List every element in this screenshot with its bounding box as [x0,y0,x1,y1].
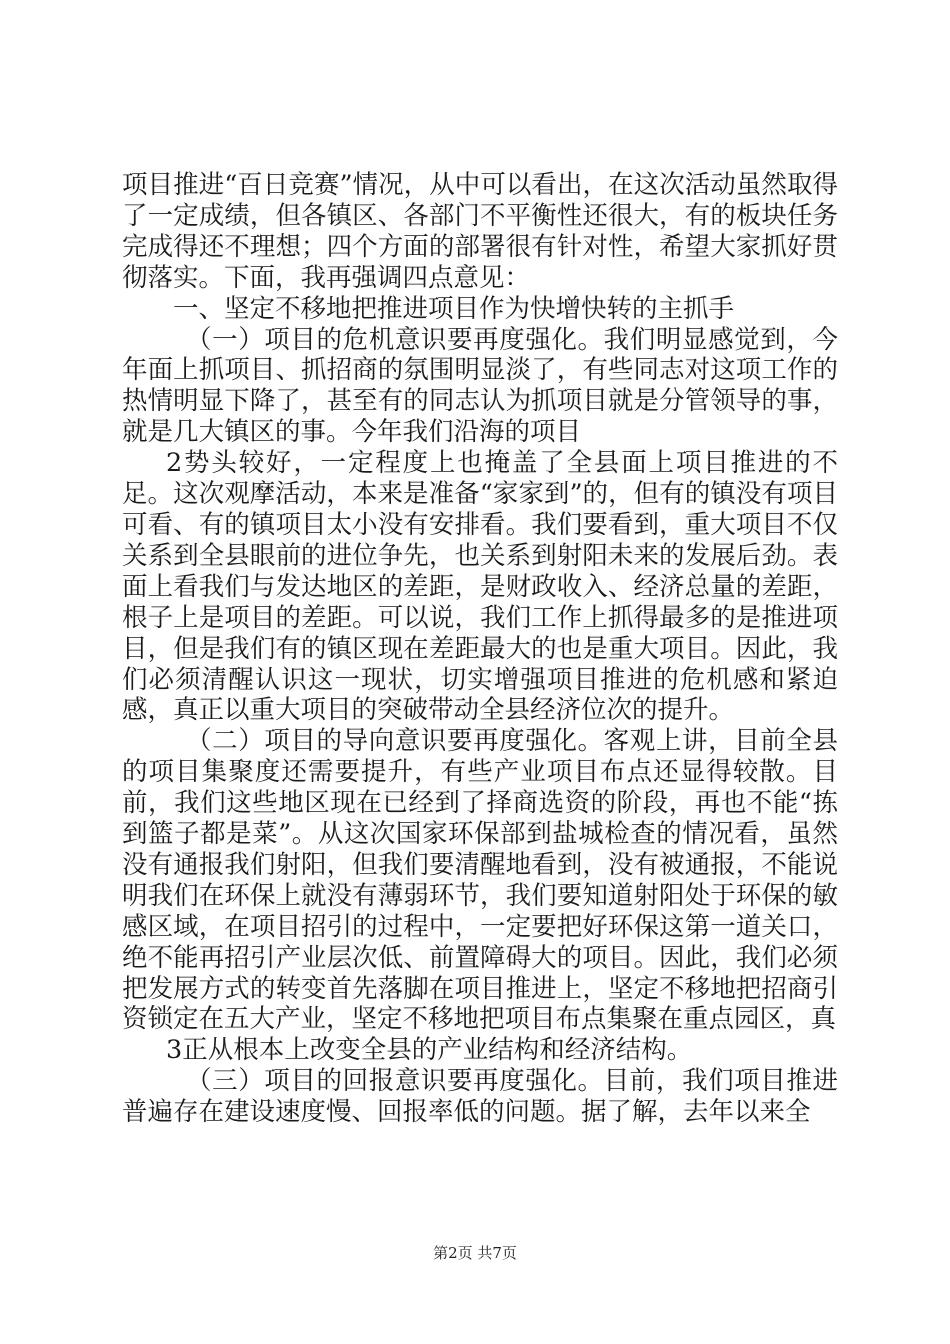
body-text [122,170,838,1128]
section-heading-1: 一、坚定不移地把推进项目作为快增快转的主抓手 [173,293,735,324]
paragraph-item-2: （二）项目的导向意识要再度强化。客观上讲，目前全县的项目集聚度还需要提升，有些产业项目布点还显得较散。目前，我们这些地区现在已经到了择商选资的阶段，再也不能“拣到篮子都是菜”。从这次国家环保部到盐城检查的情况看，虽然没有通报我们射阳，但我们要清醒地看到，没有被通报，不能说明我们在环保上就没有薄弱环节，我们要知道射阳处于环保的敏感区域，在项目招引的过程中，一定要把好环保这第一道关口，绝不能再招引产业层次低、前置障碍大的项目。因此，我们必须把发展方式的转变首先落脚在项目推进上，坚定不移地把招商引资锁定在五大产业，坚定不移地把项目布点集聚在重点园区，真 [122,726,838,1035]
paragraph-intro: 项目推进“百日竞赛”情况，从中可以看出，在这次活动虽然取得了一定成绩，但各镇区、各部门不平衡性还很大，有的板块任务完成得还不理想；四个方面的部署很有针对性，希望大家抓好贯彻落实。下面，我再强调四点意见： [122,170,838,293]
paragraph-item-2-continued: 3正从根本上改变全县的产业结构和经济结构。 [166,1035,693,1066]
paragraph-item-3: （三）项目的回报意识要再度强化。目前，我们项目推进普遍存在建设速度慢、回报率低的问题。据了解，去年以来全 [122,1066,838,1128]
paragraph-item-1: （一）项目的危机意识要再度强化。我们明显感觉到，今年面上抓项目、抓招商的氛围明显淡了，有些同志对这项工作的热情明显下降了，甚至有的同志认为抓项目就是分管领导的事，就是几大镇区的事。今年我们沿海的项目 [122,324,838,448]
paragraph-item-1-continued: 2势头较好，一定程度上也掩盖了全县面上项目推进的不足。这次观摩活动，本来是准备“家家到”的，但有的镇没有项目可看、有的镇项目太小没有安排看。我们要看到，重大项目不仅关系到全县眼前的进位争先，也关系到射阳未来的发展后劲。表面上看我们与发达地区的差距，是财政收入、经济总量的差距，根子上是项目的差距。可以说，我们工作上抓得最多的是推进项目，但是我们有的镇区现在差距最大的也是重大项目。因此，我们必须清醒认识这一现状，切实增强项目推进的危机感和紧迫感，真正以重大项目的突破带动全县经济位次的提升。 [122,448,838,726]
page-footer: 第2页 共7页 [433,1244,517,1262]
